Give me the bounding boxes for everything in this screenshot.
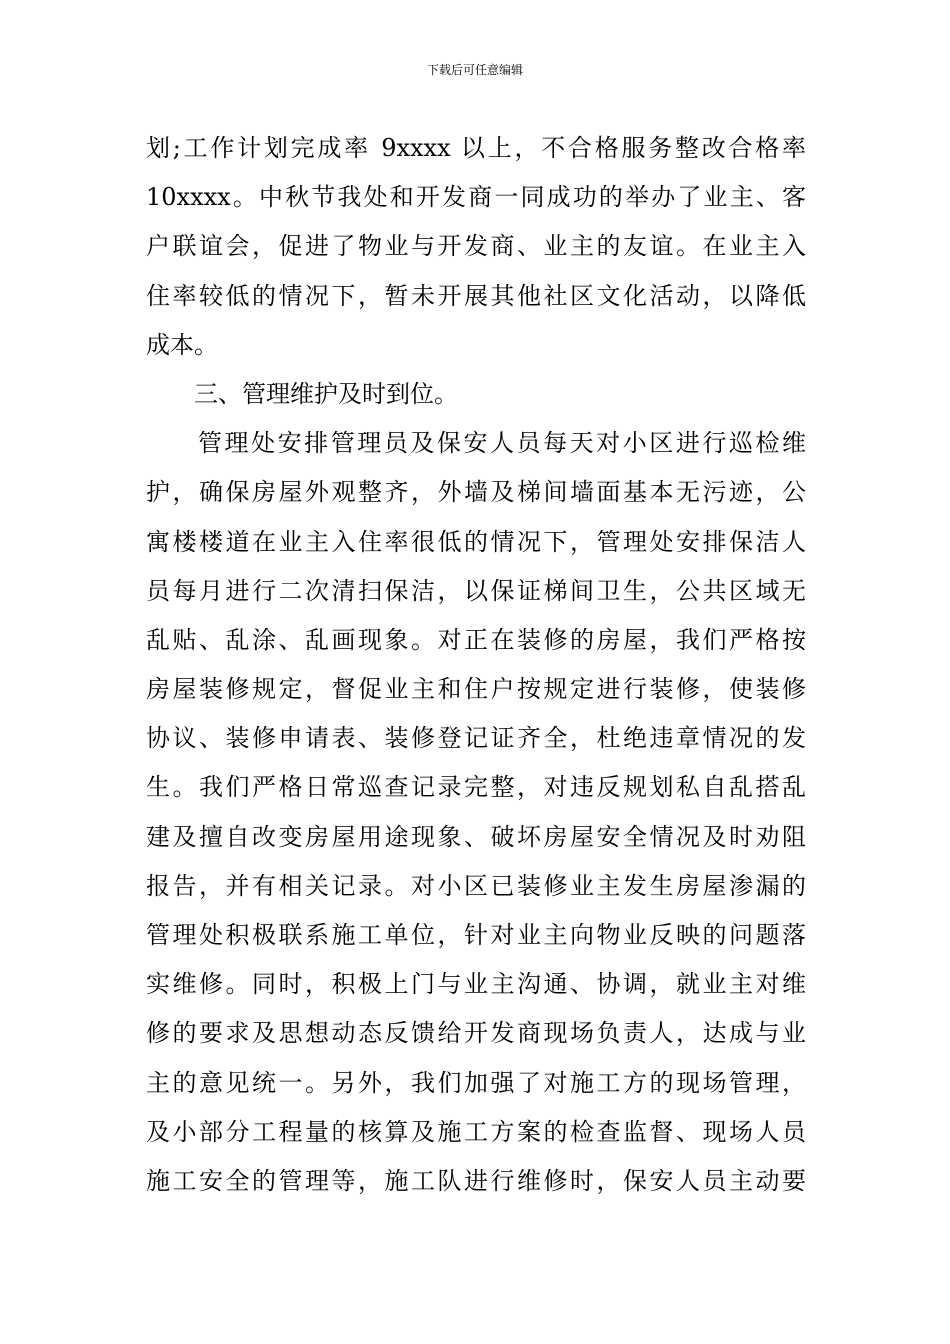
text-line: 划;工作计划完成率 9xxxx 以上，不合格服务整改合格率 xyxy=(146,134,806,162)
text-line: 乱贴、乱涂、乱画现象。对正在装修的房屋，我们严格按 xyxy=(146,625,806,654)
text-line: 住率较低的情况下，暂未开展其他社区文化活动，以降低 xyxy=(146,281,806,310)
page-header: 下载后可任意编辑 xyxy=(426,63,523,77)
text-line: 建及擅自改变房屋用途现象、破坏房屋安全情况及时劝阻 xyxy=(146,822,806,851)
text-line: 管理处安排管理员及保安人员每天对小区进行巡检维 xyxy=(198,429,806,458)
body-text xyxy=(146,124,806,1206)
text-line: 成本。 xyxy=(146,330,218,359)
text-line: 寓楼楼道在业主入住率很低的情况下，管理处安排保洁人 xyxy=(146,527,806,556)
text-line: 修的要求及思想动态反馈给开发商现场负责人，达成与业 xyxy=(146,1019,806,1048)
text-line: 协议、装修申请表、装修登记证齐全，杜绝违章情况的发 xyxy=(146,724,806,753)
text-line: 管理处积极联系施工单位，针对业主向物业反映的问题落 xyxy=(146,921,806,949)
text-line: 及小部分工程量的核算及施工方案的检查监督、现场人员 xyxy=(146,1117,806,1146)
section-heading: 三、管理维护及时到位。 xyxy=(194,379,458,408)
text-line: 施工安全的管理等，施工队进行维修时，保安人员主动要 xyxy=(146,1166,806,1195)
text-line: 主的意见统一。另外，我们加强了对施工方的现场管理， xyxy=(146,1068,806,1097)
text-line: 10xxxx。中秋节我处和开发商一同成功的举办了业主、客 xyxy=(146,183,806,212)
text-line: 员每月进行二次清扫保洁，以保证梯间卫生，公共区域无 xyxy=(146,576,806,605)
text-line: 生。我们严格日常巡查记录完整，对违反规划私自乱搭乱 xyxy=(146,773,806,802)
text-line: 户联谊会，促进了物业与开发商、业主的友谊。在业主入 xyxy=(146,232,806,261)
text-line: 实维修。同时，积极上门与业主沟通、协调，就业主对维 xyxy=(146,970,806,999)
text-line: 房屋装修规定，督促业主和住户按规定进行装修，使装修 xyxy=(146,675,806,704)
text-line: 报告，并有相关记录。对小区已装修业主发生房屋渗漏的 xyxy=(146,871,806,900)
text-line: 护，确保房屋外观整齐，外墙及梯间墙面基本无污迹，公 xyxy=(146,478,806,507)
